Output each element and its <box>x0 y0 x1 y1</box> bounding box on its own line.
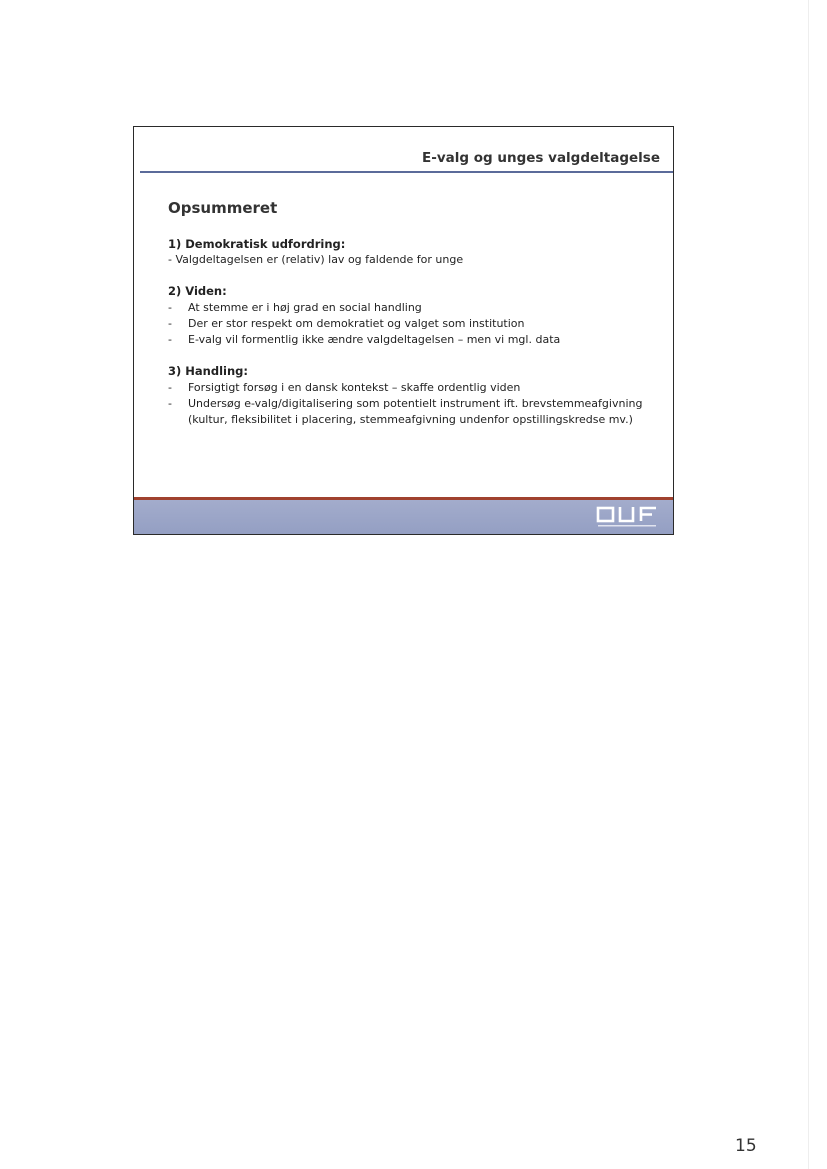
list-item <box>168 332 663 348</box>
list-item <box>168 396 663 428</box>
section-title: 3) Handling: <box>168 364 248 378</box>
section-title: 2) Viden: <box>168 284 227 298</box>
bullet-dash: - <box>168 397 172 410</box>
slide-header <box>140 149 673 173</box>
list-item-text: Forsigtigt forsøg i en dansk kontekst – skaffe ordentlig viden <box>188 381 521 394</box>
section-action <box>168 364 663 428</box>
section-title: 1) Demokratisk udfordring: <box>168 237 346 251</box>
page-number: 15 <box>735 1136 757 1156</box>
slide <box>133 126 674 535</box>
list-item-text: Der er stor respekt om demokratiet og valget som institution <box>188 317 525 330</box>
list-item-text: At stemme er i høj grad en social handling <box>188 301 422 314</box>
slide-content <box>168 199 663 444</box>
section-text: - Valgdeltagelsen er (relativ) lav og faldende for unge <box>168 253 464 266</box>
bullet-dash: - <box>168 301 172 314</box>
list-item-text: E-valg vil formentlig ikke ændre valgdeltagelsen – men vi mgl. data <box>188 333 561 346</box>
slide-footer-bar <box>134 497 673 534</box>
bullet-list <box>168 300 663 348</box>
section-knowledge <box>168 284 663 348</box>
slide-title: E-valg og unges valgdeltagelse <box>422 150 660 166</box>
bullet-dash: - <box>168 317 172 330</box>
bullet-dash: - <box>168 333 172 346</box>
section-democratic-challenge <box>168 237 663 268</box>
list-item <box>168 316 663 332</box>
slide-heading: Opsummeret <box>168 199 278 217</box>
list-item <box>168 380 663 396</box>
bullet-list <box>168 380 663 428</box>
bullet-dash: - <box>168 381 172 394</box>
page-edge-line <box>808 0 809 1169</box>
duf-logo-icon <box>595 504 661 530</box>
list-item <box>168 300 663 316</box>
list-item-text: Undersøg e-valg/digitalisering som potentielt instrument ift. brevstemmeafgivning (kultur, fleksibilitet i placering, stemmeafgivning undenfor opstillingskredse mv.) <box>188 397 643 426</box>
